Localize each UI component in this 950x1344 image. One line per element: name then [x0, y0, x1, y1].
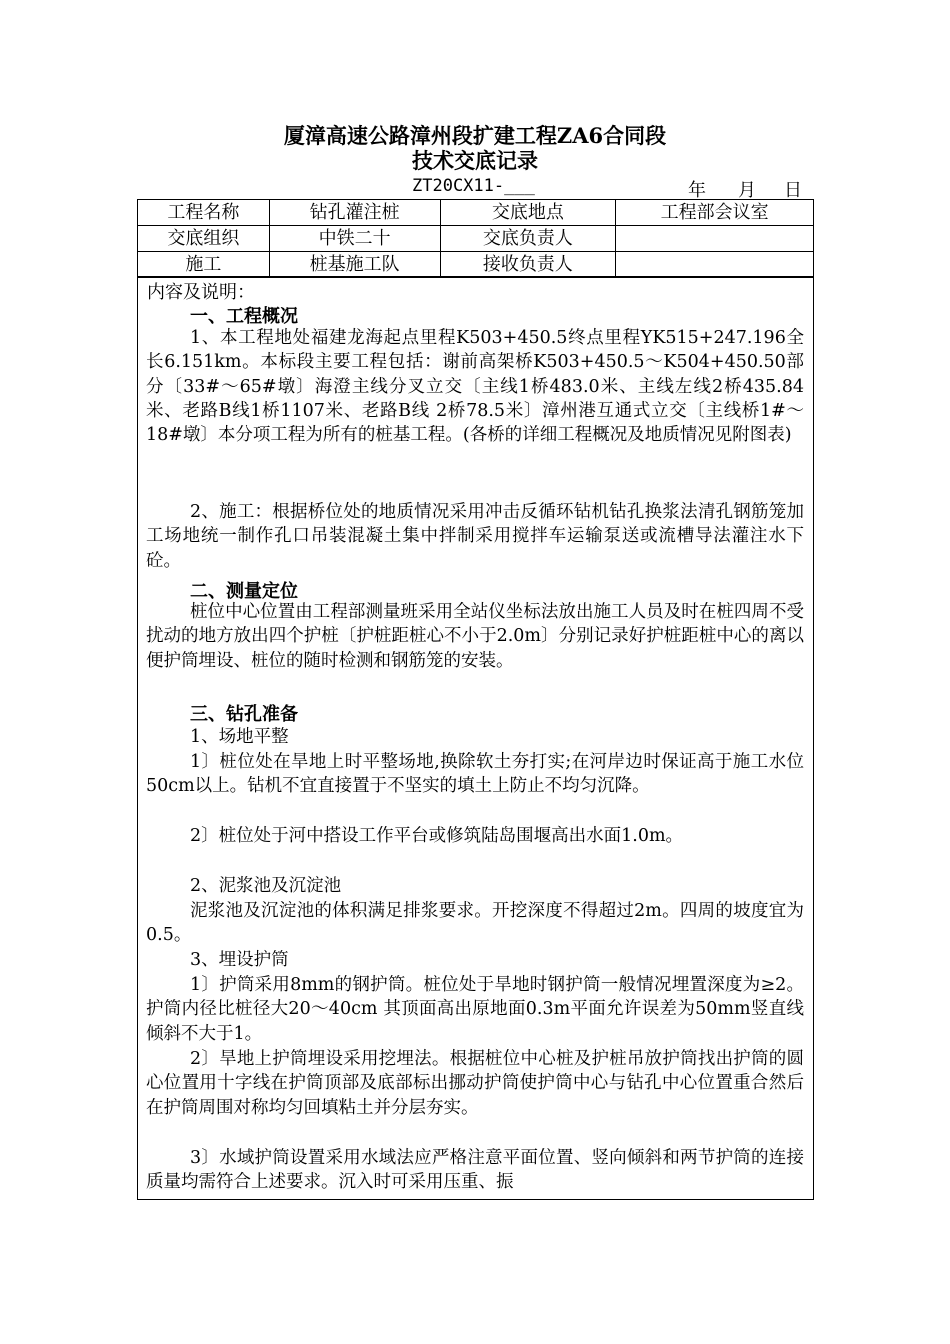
- table-cell: 中铁二十: [269, 226, 440, 252]
- table-cell: 交底地点: [440, 200, 616, 226]
- table-cell: [616, 226, 814, 252]
- table-cell: 交底负责人: [440, 226, 616, 252]
- content-label: 内容及说明：: [147, 282, 255, 303]
- subheading-site: 1、场地平整: [190, 727, 289, 747]
- paragraph-casing-1: 1〕护筒采用8mm的钢护筒。桩位处于旱地时钢护筒一般情况埋置深度为≥2。护筒内径比桩径大20～40cm 其顶面高出原地面0.3m平面允许误差为50mm竖直线倾斜不大于1。: [146, 975, 804, 1044]
- paragraph-casing-3: 3〕水域护筒设置采用水域法应严格注意平面位置、竖向倾斜和两节护筒的连接质量均需符合上述要求。沉入时可采用压重、振: [146, 1148, 804, 1193]
- date-day: 日: [784, 180, 802, 201]
- paragraph-construction: 2、施工：根据桥位处的地质情况采用冲击反循环钻机钻孔换浆法清孔钢筋笼加工场地统一制作孔口吊装混凝土集中拌制采用搅拌车运输泵送或流槽导法灌注水下砼。: [146, 502, 804, 571]
- subheading-mud-pool: 2、泥浆池及沉淀池: [190, 876, 342, 896]
- table-cell: [616, 252, 814, 278]
- paragraph-mud-pool: 泥浆池及沉淀池的体积满足排浆要求。开挖深度不得超过2m。四周的坡度宜为0.5。: [146, 901, 804, 946]
- paragraph-site-2: 2〕桩位处于河中搭设工作平台或修筑陆岛围堰高出水面1.0m。: [190, 826, 684, 846]
- info-table: [137, 199, 814, 278]
- paragraph-survey: 桩位中心位置由工程部测量班采用全站仪坐标法放出施工人员及时在桩四周不受扰动的地方放出四个护桩〔护桩距桩心不小于2.0m〕分别记录好护桩距桩中心的离以便护筒埋设、桩位的随时检测和钢筋笼的安装。: [146, 602, 804, 671]
- table-row: [138, 200, 814, 226]
- document-subtitle: 技术交底记录: [412, 148, 538, 173]
- subheading-casing: 3、埋设护筒: [190, 950, 289, 970]
- table-cell: 交底组织: [138, 226, 270, 252]
- paragraph-casing-2: 2〕旱地上护筒埋设采用挖埋法。根据桩位中心桩及护桩吊放护筒找出护筒的圆心位置用十字线在护筒顶部及底部标出挪动护筒使护筒中心与钻孔中心位置重合然后在护筒周围对称均匀回填粘土并分层夯实。: [146, 1049, 804, 1118]
- document-number: ZT20CX11-___: [412, 176, 535, 196]
- date-year: 年: [688, 180, 706, 201]
- table-row: [138, 252, 814, 278]
- table-cell: 工程部会议室: [616, 200, 814, 226]
- table-cell: 施工: [138, 252, 270, 278]
- table-cell: 钻孔灌注桩: [269, 200, 440, 226]
- table-cell: 桩基施工队: [269, 252, 440, 278]
- table-row: [138, 226, 814, 252]
- paragraph-overview: 1、本工程地处福建龙海起点里程K503+450.5终点里程YK515+247.196全长6.151km。本标段主要工程包括：谢前高架桥K503+450.5～K504+450.50部分〔33#～65#墩〕海澄主线分叉立交〔主线1桥483.0米、主线左线2桥435.84米、老路B线1桥1107米、老路B线 2桥78.5米〕漳州港互通式立交〔主线桥1#～18#墩〕本分项工程为所有的桩基工程。(各桥的详细工程概况及地质情况见附图表): [146, 328, 804, 446]
- document-title: 厦漳高速公路漳州段扩建工程ZA6合同段: [283, 123, 667, 148]
- section-heading-survey: 二、测量定位: [190, 581, 298, 602]
- table-cell: 接收负责人: [440, 252, 616, 278]
- table-cell: 工程名称: [138, 200, 270, 226]
- paragraph-site-1: 1〕桩位处在旱地上时平整场地,换除软土夯打实;在河岸边时保证高于施工水位50cm以上。钻机不宜直接置于不坚实的填土上防止不均匀沉降。: [146, 752, 804, 797]
- section-heading-prep: 三、钻孔准备: [190, 704, 298, 725]
- section-heading-overview: 一、工程概况: [190, 306, 298, 327]
- date-month: 月: [738, 180, 756, 201]
